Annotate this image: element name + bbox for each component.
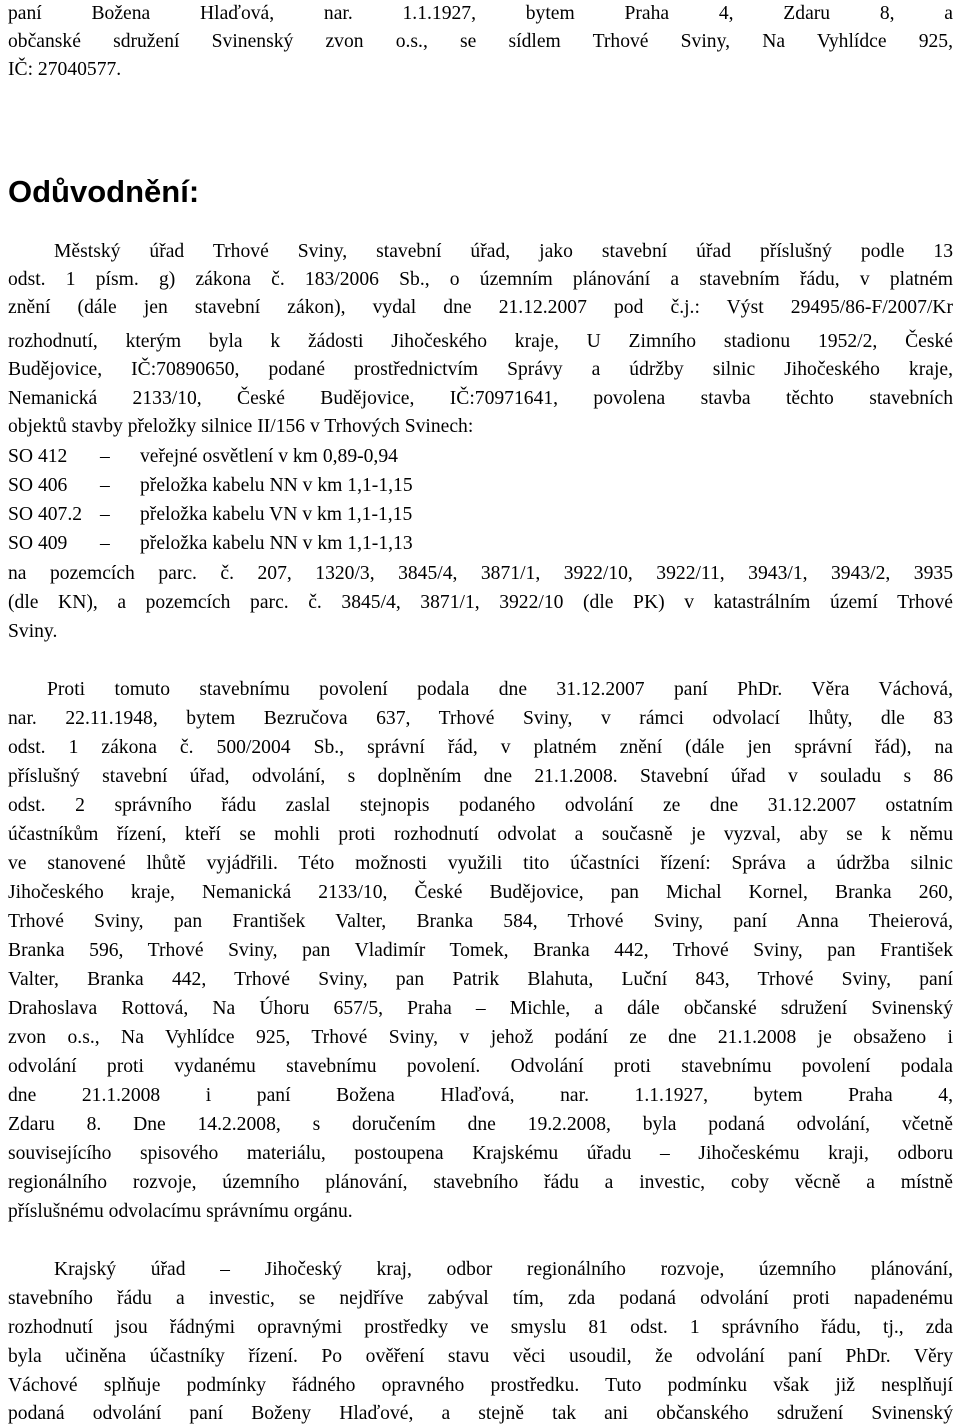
so-code: SO 407.2	[8, 504, 83, 525]
p2-line-6: účastníkům řízení, kteří se mohli proti rozhodnutí odvolat a současně je vyzval, aby se k němu	[8, 824, 953, 845]
intro-line-2: občanské sdružení Svinenský zvon o.s., se sídlem Trhové Sviny, Na Vyhlídce 925,	[8, 31, 953, 52]
p1-line-4: rozhodnutí, kterým byla k žádosti Jihočeského kraje, U Zimního stadionu 1952/2, České	[8, 331, 953, 352]
so-item	[8, 443, 398, 471]
p3-line-3: rozhodnutí jsou řádnými opravnými prostředky ve smyslu 81 odst. 1 správního řádu, tj., zda	[8, 1317, 953, 1338]
p2-line-18: regionálního rozvoje, územního plánování, stavebního řádu a investic, coby věcně a místně	[8, 1172, 953, 1193]
p2-line-12: Drahoslava Rottová, Na Úhoru 657/5, Praha – Michle, a dále občanské sdružení Svinenský	[8, 998, 953, 1019]
p2-line-16: Zdaru 8. Dne 14.2.2008, s doručením dne 19.2.2008, byla podaná odvolání, včetně	[8, 1114, 953, 1135]
p1-line-5: Budějovice, IČ:70890650, podané prostřednictvím Správy a údržby silnic Jihočeského kraje,	[8, 359, 953, 380]
so-dash: –	[100, 475, 110, 496]
so-item	[8, 501, 412, 529]
p2-line-17: souvisejícího spisového materiálu, postoupena Krajskému úřadu – Jihočeskému kraji, odboru	[8, 1143, 953, 1164]
p2-line-2: nar. 22.11.1948, bytem Bezručova 637, Trhové Sviny, v rámci odvolací lhůty, dle 83	[8, 708, 953, 729]
p1-line-6: Nemanická 2133/10, České Budějovice, IČ:70971641, povolena stavba těchto stavebních	[8, 388, 953, 409]
p1-tail-line-1: na pozemcích parc. č. 207, 1320/3, 3845/4, 3871/1, 3922/10, 3922/11, 3943/1, 3943/2, 3935	[8, 563, 953, 584]
so-desc: přeložka kabelu VN v km 1,1-1,15	[140, 504, 413, 525]
p2-line-14: odvolání proti vydanému stavebnímu povolení. Odvolání proti stavebnímu povolení podala	[8, 1056, 953, 1077]
so-desc: přeložka kabelu NN v km 1,1-1,13	[140, 533, 413, 554]
intro-line-3: IČ: 27040577.	[8, 59, 122, 80]
p1-line-3: znění (dále jen stavební zákon), vydal dne 21.12.2007 pod č.j.: Výst 29495/86-F/2007/Kr	[8, 297, 953, 318]
p2-line-8: Jihočeského kraje, Nemanická 2133/10, České Budějovice, pan Michal Kornel, Branka 260,	[8, 882, 953, 903]
p2-line-7: ve stanovené lhůtě vyjádřili. Této možnosti využili tito účastníci řízení: Správa a údržba silnic	[8, 853, 953, 874]
so-dash: –	[100, 533, 110, 554]
p2-line-11: Valter, Branka 442, Trhové Sviny, pan Patrik Blahuta, Luční 843, Trhové Sviny, paní	[8, 969, 953, 990]
so-desc: přeložka kabelu NN v km 1,1-1,15	[140, 475, 413, 496]
so-desc: veřejné osvětlení v km 0,89-0,94	[140, 446, 398, 467]
so-dash: –	[100, 446, 110, 467]
p3-line-5: Váchové splňuje podmínky řádného opravného prostředku. Tuto podmínku však již nesplňují	[8, 1375, 953, 1396]
p1-tail-line-3: Sviny.	[8, 621, 58, 642]
p3-line-6: podaná odvolání paní Boženy Hlaďové, a stejně tak ani občanského sdružení Svinenský	[8, 1403, 953, 1424]
p2-line-13: zvon o.s., Na Vyhlídce 925, Trhové Sviny, v jehož podání ze dne 21.1.2008 je obsaženo i	[8, 1027, 953, 1048]
p1-line-1: Městský úřad Trhové Sviny, stavební úřad, jako stavební úřad příslušný podle 13	[54, 241, 953, 262]
so-dash: –	[100, 504, 110, 525]
section-heading: Odůvodnění:	[8, 174, 200, 209]
so-code: SO 412	[8, 446, 68, 467]
p2-line-15: dne 21.1.2008 i paní Božena Hlaďová, nar. 1.1.1927, bytem Praha 4,	[8, 1085, 953, 1106]
p2-line-1: Proti tomuto stavebnímu povolení podala dne 31.12.2007 paní PhDr. Věra Váchová,	[47, 679, 953, 700]
p3-line-4: byla učiněna účastníky řízení. Po ověření stavu věci usoudil, že odvolání paní PhDr. Věry	[8, 1346, 953, 1367]
p2-line-3: odst. 1 zákona č. 500/2004 Sb., správní řád, v platném znění (dále jen správní řád), na	[8, 737, 953, 758]
p1-line-7: objektů stavby přeložky silnice II/156 v Trhových Svinech:	[8, 416, 474, 437]
p2-line-9: Trhové Sviny, pan František Valter, Branka 584, Trhové Sviny, paní Anna Theierová,	[8, 911, 953, 932]
p2-line-4: příslušný stavební úřad, odvolání, s doplněním dne 21.1.2008. Stavební úřad v souladu s 86	[8, 766, 953, 787]
so-code: SO 409	[8, 533, 68, 554]
so-item	[8, 472, 413, 500]
so-item	[8, 530, 413, 558]
p2-line-19: příslušnému odvolacímu správnímu orgánu.	[8, 1201, 353, 1222]
p3-line-1: Krajský úřad – Jihočeský kraj, odbor regionálního rozvoje, územního plánování,	[54, 1259, 953, 1280]
p1-line-2: odst. 1 písm. g) zákona č. 183/2006 Sb., o územním plánování a stavebním řádu, v platném	[8, 269, 953, 290]
p2-line-10: Branka 596, Trhové Sviny, pan Vladimír Tomek, Branka 442, Trhové Sviny, pan František	[8, 940, 953, 961]
p2-line-5: odst. 2 správního řádu zaslal stejnopis podaného odvolání ze dne 31.12.2007 ostatním	[8, 795, 953, 816]
intro-line-1: paní Božena Hlaďová, nar. 1.1.1927, bytem Praha 4, Zdaru 8, a	[8, 3, 953, 24]
p3-line-2: stavebního řádu a investic, se nejdříve zabýval tím, zda podaná odvolání proti napadenému	[8, 1288, 953, 1309]
p1-tail-line-2: (dle KN), a pozemcích parc. č. 3845/4, 3871/1, 3922/10 (dle PK) v katastrálním území Trhové	[8, 592, 953, 613]
so-code: SO 406	[8, 475, 68, 496]
